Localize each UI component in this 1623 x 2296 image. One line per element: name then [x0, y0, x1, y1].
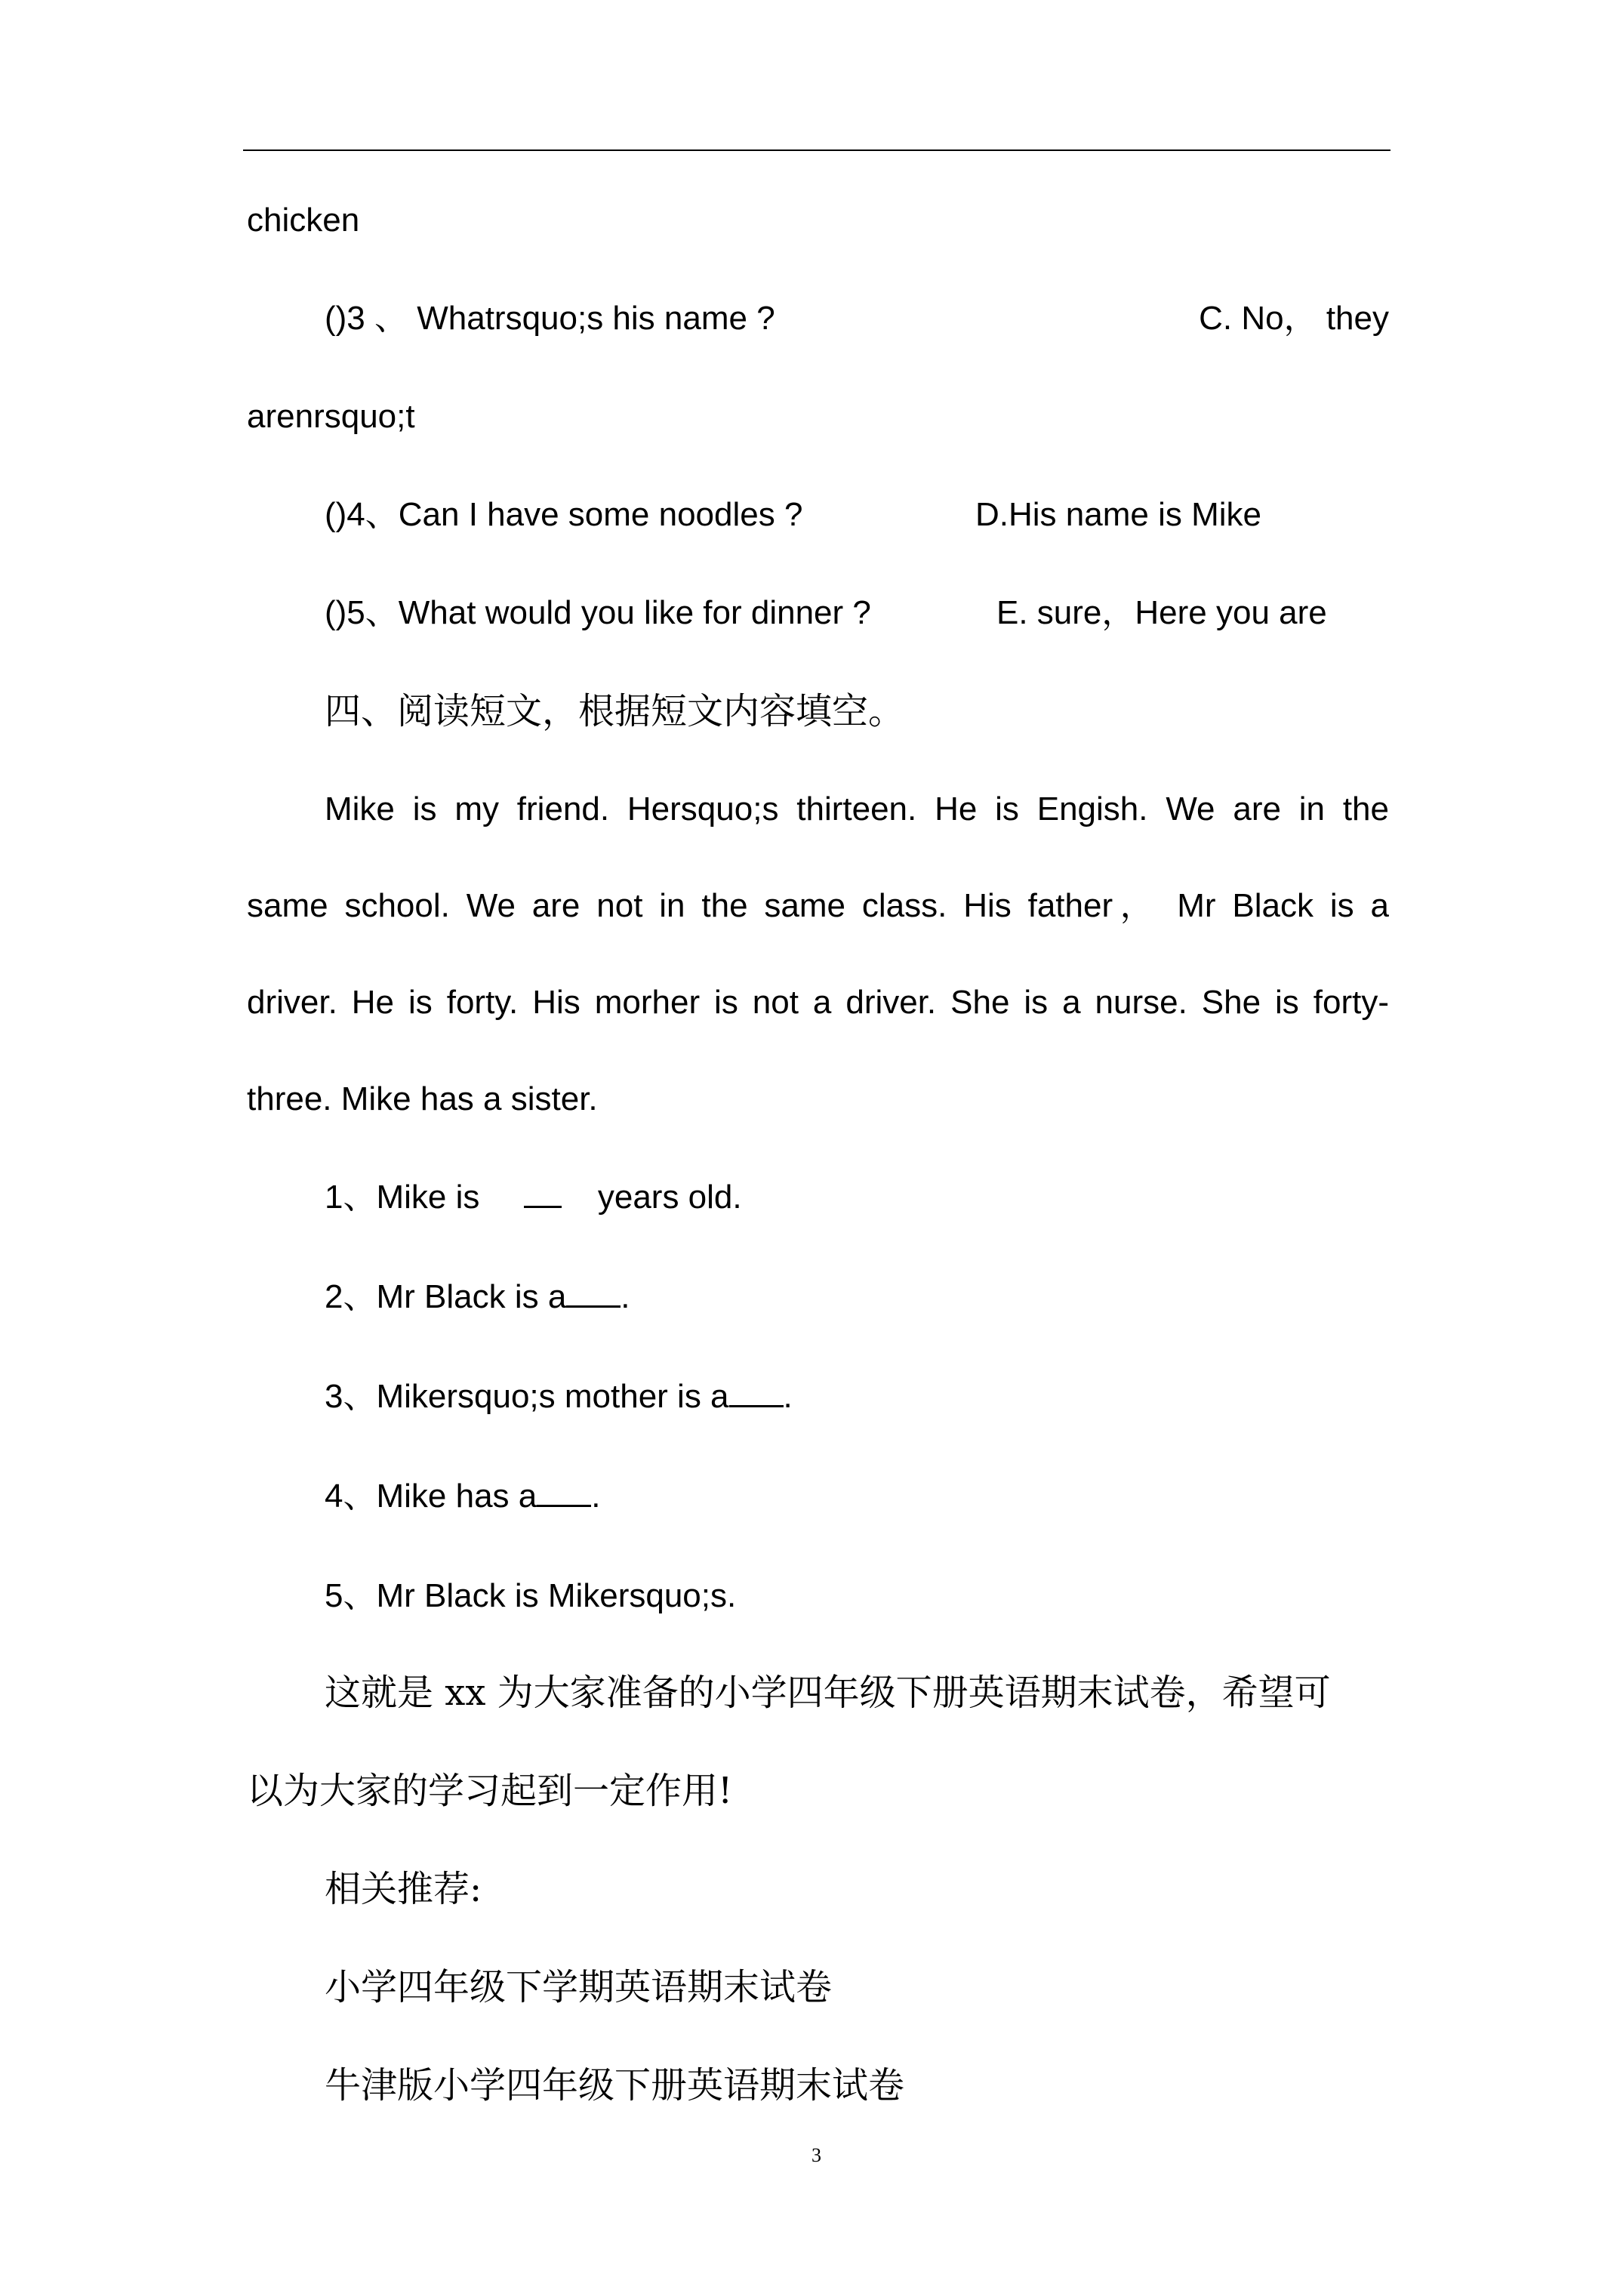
- related-label: 相关推荐:: [325, 1868, 482, 1910]
- answer-blank-1[interactable]: [524, 1176, 562, 1208]
- fill-question-3-before: 3、Mikersquo;s mother is a: [325, 1378, 729, 1415]
- option-c: C. No， they: [1199, 300, 1389, 337]
- option-d: D.His name is Mike: [975, 496, 1261, 533]
- question-5: ()5、What would you like for dinner ?: [325, 594, 871, 631]
- fill-question-4: [325, 1474, 600, 1519]
- passage-line-2-text: same school. We are not in the same class. His father， Mr Black is a: [247, 887, 1389, 924]
- closing-line-1: 这就是 xx 为大家准备的小学四年级下册英语期末试卷，希望可: [325, 1672, 1331, 1714]
- related-link-1[interactable]: 小学四年级下学期英语期末试卷: [325, 1966, 833, 2008]
- page-number: 3: [812, 2144, 821, 2166]
- passage-line-3: [247, 980, 1389, 1025]
- related-link-2[interactable]: 牛津版小学四年级下册英语期末试卷: [325, 2064, 905, 2106]
- answer-blank-3[interactable]: [729, 1375, 784, 1407]
- fill-question-2: [325, 1274, 630, 1320]
- option-c-continued: arenrsquo;t: [247, 398, 415, 435]
- answer-blank-2[interactable]: [566, 1275, 621, 1308]
- passage-line-1: [325, 787, 1389, 832]
- passage-line-1-text: Mike is my friend. Hersquo;s thirteen. He is Engish. We are in the: [325, 791, 1389, 827]
- fill-question-3-after: .: [783, 1378, 793, 1415]
- matching-continued-answer: chicken: [247, 202, 360, 239]
- matching-row-3: [325, 296, 1389, 341]
- option-e: E. sure，Here you are: [996, 594, 1327, 631]
- fill-question-5: 5、Mr Black is Mikersquo;s.: [325, 1577, 737, 1614]
- fill-question-2-after: .: [621, 1278, 630, 1315]
- fill-question-2-before: 2、Mr Black is a: [325, 1278, 567, 1315]
- passage-line-4: three. Mike has a sister.: [247, 1080, 598, 1117]
- fill-question-1: [325, 1175, 742, 1220]
- passage-line-3-text: driver. He is forty. His morher is not a driver. She is a nurse. She is forty-: [247, 984, 1389, 1021]
- fill-question-4-after: .: [591, 1478, 601, 1515]
- header-rule: [243, 149, 1390, 151]
- reading-heading: 四、阅读短文，根据短文内容填空。: [325, 690, 905, 732]
- fill-question-1-before: 1、Mike is: [325, 1179, 480, 1216]
- closing-line-2: 以为大家的学习起到一定作用!: [247, 1770, 733, 1812]
- fill-question-3: [325, 1374, 793, 1419]
- fill-question-4-before: 4、Mike has a: [325, 1478, 537, 1515]
- answer-blank-4[interactable]: [537, 1475, 591, 1507]
- fill-question-1-after: years old.: [597, 1179, 742, 1216]
- question-4: ()4、Can I have some noodles ?: [325, 496, 803, 533]
- question-3: ()3 、 Whatrsquo;s his name ?: [325, 300, 775, 337]
- passage-line-2: [247, 883, 1389, 929]
